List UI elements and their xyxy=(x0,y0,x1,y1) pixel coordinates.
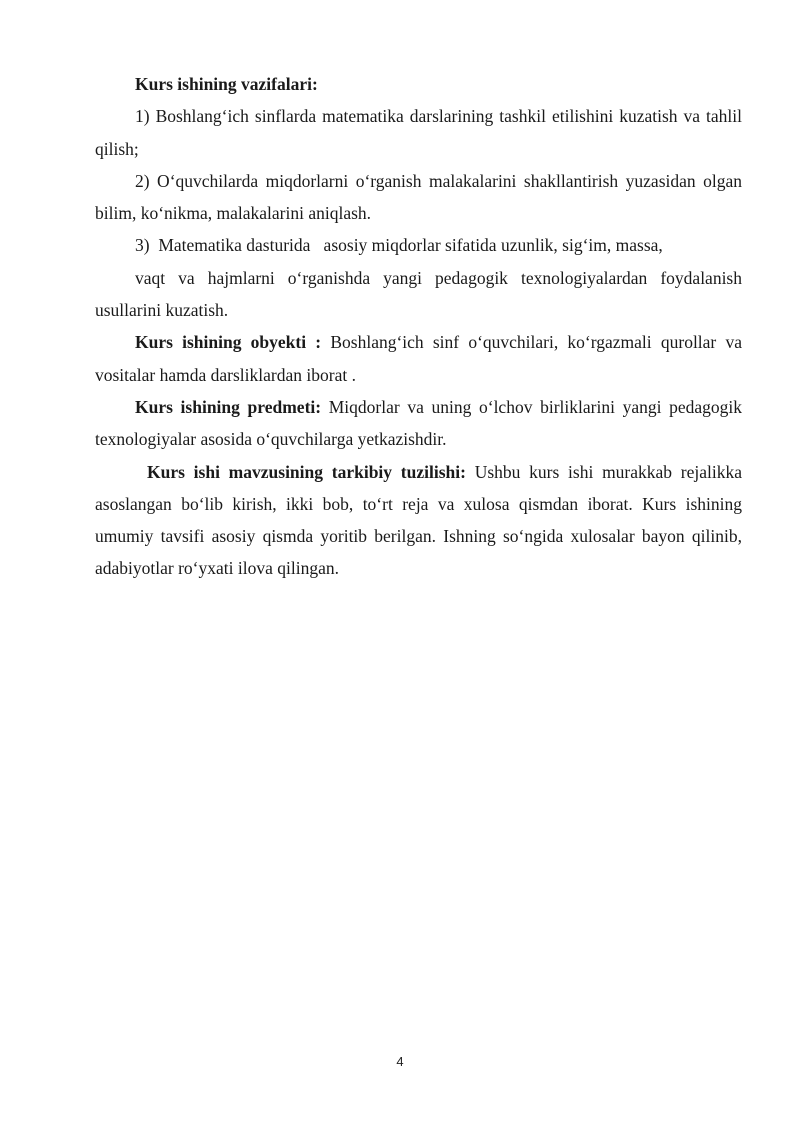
tasks-heading-paragraph xyxy=(95,68,742,100)
task-item-1 xyxy=(95,100,742,165)
task-item-3-continuation xyxy=(95,262,742,327)
subject-paragraph xyxy=(95,391,742,456)
task-item-3 xyxy=(95,229,742,261)
structure-text: Ushbu kurs ishi murakkab rejalikka asoslangan bo‘lib kirish, ikki bob, to‘rt reja va xulosa qismdan iborat. Kurs ishining umumiy tavsifi asosiy qismda yoritib berilgan. Ishning so‘ngida xulosalar bayon qilinib, adabiyotlar ro‘yxati ilova qilingan. xyxy=(95,461,743,579)
object-text: Boshlang‘ich sinf o‘quvchilari, ko‘rgazmali qurollar va vositalar hamda darsliklardan iborat . xyxy=(95,332,742,385)
task-item-3-text: 3) Matematika dasturida asosiy miqdorlar sifatida uzunlik, sig‘im, massa, xyxy=(135,235,663,256)
subject-heading: Kurs ishining predmeti: xyxy=(135,396,322,417)
task-item-2-text: 2) O‘quvchilarda miqdorlarni o‘rganish malakalarini shakllantirish yuzasidan olgan bilim, ko‘nikma, malakalarini aniqlash. xyxy=(95,170,742,224)
task-item-2 xyxy=(95,165,742,230)
page-number: 4 xyxy=(396,1054,404,1069)
structure-paragraph xyxy=(95,456,742,585)
structure-heading: Kurs ishi mavzusining tarkibiy tuzilishi: xyxy=(147,461,466,482)
tasks-heading: Kurs ishining vazifalari: xyxy=(135,74,318,94)
subject-text: Miqdorlar va uning o‘lchov birliklarini yangi pedagogik texnologiyalar asosida o‘quvchilarga yetkazishdir. xyxy=(95,396,742,450)
object-heading: Kurs ishining obyekti : xyxy=(135,332,322,353)
page-body xyxy=(95,68,742,585)
object-paragraph xyxy=(95,326,742,391)
task-item-3-continuation-text: vaqt va hajmlarni o‘rganishda yangi pedagogik texnologiyalardan foydalanish usullarini kuzatish. xyxy=(95,267,742,321)
task-item-1-text: 1) Boshlang‘ich sinflarda matematika darslarining tashkil etilishini kuzatish va tahlil qilish; xyxy=(95,106,742,159)
